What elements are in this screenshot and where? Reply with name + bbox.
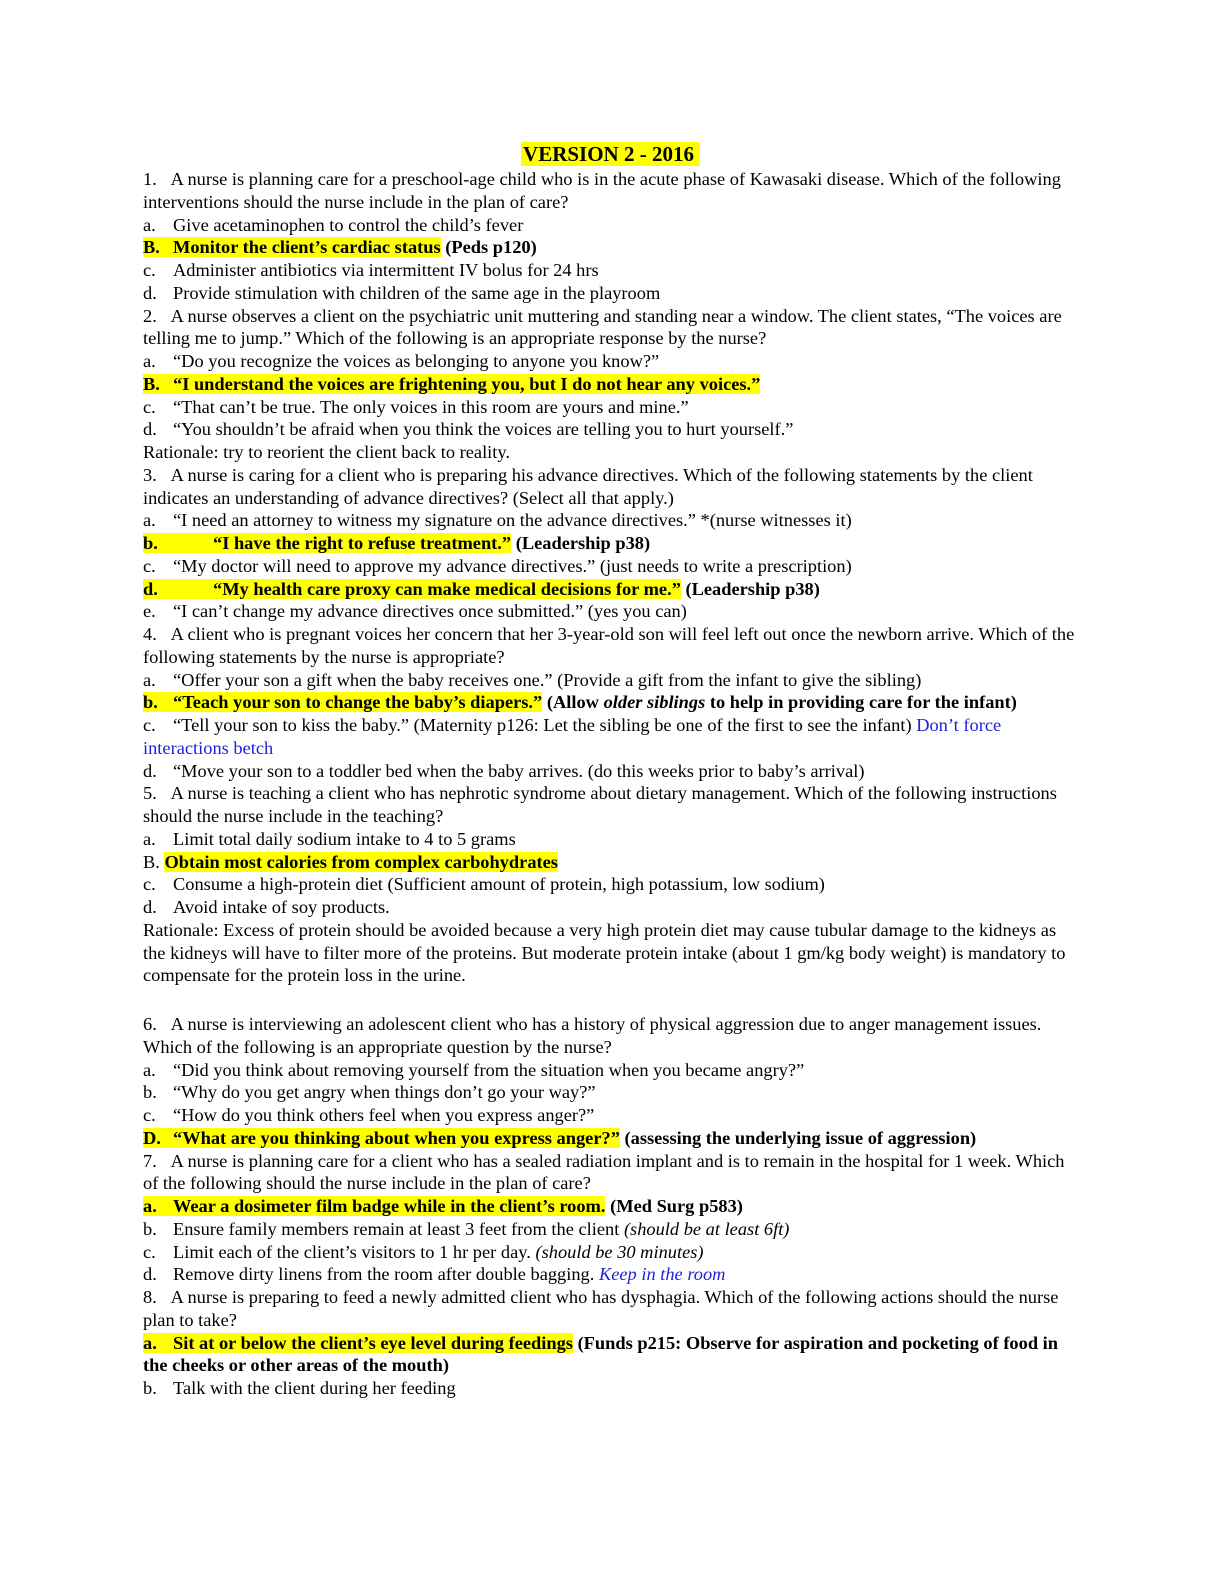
- option-text: “My doctor will need to approve my advance directives.” (just needs to write a prescription): [173, 555, 852, 576]
- option-text: Limit each of the client’s visitors to 1 hr per day.: [173, 1241, 531, 1262]
- option-text: Provide stimulation with children of the same age in the playroom: [173, 282, 661, 303]
- q1-option-a: [143, 214, 1078, 237]
- q3-option-e: [143, 600, 1078, 623]
- q3-option-b-answer: [143, 532, 1078, 555]
- q2-option-d: [143, 418, 1078, 441]
- answer-note: (Funds p215: Observe for aspiration and pocketing of food in the cheeks or other areas of the mouth): [143, 1332, 1058, 1376]
- answer-text: Monitor the client’s cardiac status: [173, 237, 441, 258]
- option-comment: (should be 30 minutes): [535, 1241, 704, 1262]
- option-label: b.: [143, 692, 158, 713]
- option-text: “Offer your son a gift when the baby receives one.” (Provide a gift from the infant to give the sibling): [173, 669, 922, 690]
- document-title: [143, 140, 1078, 168]
- q3-stem: 3. A nurse is caring for a client who is preparing his advance directives. Which of the following statements by the client indicates an understanding of advance directives? (Select all that apply.): [143, 464, 1033, 508]
- option-label: e.: [143, 601, 156, 622]
- option-label: a.: [143, 351, 156, 371]
- option-text: “Do you recognize the voices as belonging to anyone you know?”: [173, 351, 660, 371]
- option-label: c.: [143, 396, 156, 417]
- option-text: “That can’t be true. The only voices in this room are yours and mine.”: [173, 396, 689, 417]
- answer-note: (Med Surg p583): [610, 1196, 743, 1216]
- option-label: d.: [143, 419, 157, 440]
- answer-text: “Teach your son to change the baby’s diapers.”: [173, 692, 543, 713]
- answer-text: Wear a dosimeter film badge while in the client’s room.: [173, 1196, 606, 1216]
- option-text: “How do you think others feel when you express anger?”: [173, 1105, 595, 1125]
- option-label: a.: [143, 214, 156, 235]
- option-text: Administer antibiotics via intermittent IV bolus for 24 hrs: [173, 260, 599, 280]
- title-text: VERSION 2 - 2016: [521, 142, 700, 166]
- q6-option-a: [143, 1059, 1078, 1082]
- option-text: Consume a high-protein diet (Sufficient amount of protein, high potassium, low sodium): [173, 874, 825, 895]
- q6-stem: 6. A nurse is interviewing an adolescent client who has a history of physical aggression due to anger management issues. Which of the following is an appropriate question by the nurse?: [143, 1014, 1042, 1057]
- q8-option-a-answer: [143, 1332, 1078, 1378]
- option-text: “Why do you get angry when things don’t go your way?”: [173, 1082, 596, 1103]
- answer-note: (Peds p120): [445, 237, 537, 258]
- q7-option-c: [143, 1241, 1078, 1264]
- answer-text: “My health care proxy can make medical decisions for me.”: [213, 578, 681, 599]
- answer-note: (Leadership p38): [685, 578, 820, 599]
- q4-option-b-answer: [143, 691, 1078, 714]
- option-label: c.: [143, 260, 156, 280]
- option-text: “Move your son to a toddler bed when the baby arrives. (do this weeks prior to baby’s arrival): [173, 760, 865, 781]
- option-label: c.: [143, 1105, 156, 1125]
- option-text: Ensure family members remain at least 3 feet from the client: [173, 1218, 620, 1239]
- blank-line: [143, 987, 1078, 1013]
- answer-note: (assessing the underlying issue of aggression): [624, 1127, 977, 1148]
- q4-stem: 4. A client who is pregnant voices her concern that her 3-year-old son will feel left out once the newborn arrive. Which of the following statements by the nurse is appropriate?: [143, 624, 1075, 667]
- q4-option-c: [143, 714, 1078, 760]
- option-label: B.: [143, 237, 160, 258]
- option-label: d.: [143, 1264, 157, 1285]
- option-text: “Did you think about removing yourself from the situation when you became angry?”: [173, 1059, 805, 1080]
- option-label: b.: [143, 533, 158, 553]
- answer-note: to help in providing care for the infant): [709, 692, 1017, 713]
- option-label: a.: [143, 1332, 157, 1353]
- option-label: c.: [143, 1241, 156, 1262]
- option-label: b.: [143, 1378, 157, 1398]
- q7-option-d: [143, 1263, 1078, 1286]
- q4-option-d: [143, 760, 1078, 783]
- q6-option-c: [143, 1104, 1078, 1127]
- option-label: d.: [143, 578, 158, 599]
- q8-option-b: [143, 1377, 1078, 1400]
- option-label: a.: [143, 510, 156, 531]
- handwritten-comment: Keep in the room: [598, 1264, 726, 1285]
- option-comment: (should be at least 6ft): [623, 1218, 790, 1239]
- answer-note: (Leadership p38): [515, 533, 651, 553]
- option-text: Talk with the client during her feeding: [173, 1378, 456, 1398]
- answer-text: “I have the right to refuse treatment.”: [213, 533, 512, 553]
- q2-rationale: Rationale: try to reorient the client back to reality.: [143, 442, 510, 462]
- q5-stem: 5. A nurse is teaching a client who has nephrotic syndrome about dietary management. Which of the following instructions should the nurse include in the teaching?: [143, 783, 1057, 826]
- q3-option-c: [143, 555, 1078, 578]
- option-label: c.: [143, 715, 156, 735]
- answer-note-emphasis: older siblings: [603, 692, 706, 713]
- option-label: c.: [143, 874, 156, 895]
- answer-text: Sit at or below the client’s eye level during feedings: [173, 1332, 573, 1353]
- q7-option-a-answer: [143, 1195, 1078, 1218]
- option-text: Avoid intake of soy products.: [173, 897, 390, 917]
- q5-option-c: [143, 873, 1078, 896]
- q8-stem: 8. A nurse is preparing to feed a newly admitted client who has dysphagia. Which of the following actions should the nurse plan to take?: [143, 1287, 1059, 1330]
- q5-rationale: Rationale: Excess of protein should be avoided because a very high protein diet may cause tubular damage to the kidneys as the kidneys will have to filter more of the proteins. But moderate protein intake (about 1 gm/kg body weight) is mandatory to compensate for the protein loss in the urine.: [143, 919, 1066, 986]
- option-text: Remove dirty linens from the room after double bagging.: [173, 1264, 595, 1285]
- option-label: d.: [143, 282, 157, 303]
- option-label: b.: [143, 1218, 157, 1239]
- q7-option-b: [143, 1218, 1078, 1241]
- option-label: D.: [143, 1127, 161, 1148]
- option-label: a.: [143, 1196, 157, 1216]
- q1-option-b-answer: [143, 236, 1078, 259]
- option-label: c.: [143, 555, 156, 576]
- q2-option-a: [143, 350, 1078, 373]
- option-label: b.: [143, 1082, 157, 1103]
- answer-text: “I understand the voices are frightening you, but I do not hear any voices.”: [173, 373, 761, 394]
- answer-note: (Allow: [546, 692, 599, 713]
- option-text: “I need an attorney to witness my signature on the advance directives.” *(nurse witnesses it): [173, 510, 852, 531]
- q6-option-d-answer: [143, 1127, 1078, 1150]
- document-page: [143, 140, 1078, 1400]
- option-text: Give acetaminophen to control the child’s fever: [173, 214, 524, 235]
- option-label: a.: [143, 669, 156, 690]
- option-text: “Tell your son to kiss the baby.” (Maternity p126: Let the sibling be one of the first to see the infant): [173, 715, 912, 735]
- option-label: B.: [143, 373, 160, 394]
- option-text: “I can’t change my advance directives once submitted.” (yes you can): [173, 601, 687, 622]
- q1-option-c: [143, 259, 1078, 282]
- q7-stem: 7. A nurse is planning care for a client who has a sealed radiation implant and is to remain in the hospital for 1 week. Which of the following should the nurse include in the plan of care?: [143, 1150, 1065, 1194]
- q3-option-d-answer: [143, 578, 1078, 601]
- q4-option-a: [143, 669, 1078, 692]
- option-label: a.: [143, 1059, 156, 1080]
- option-label: d.: [143, 897, 157, 917]
- answer-text: “What are you thinking about when you express anger?”: [173, 1127, 620, 1148]
- option-label: a.: [143, 828, 156, 849]
- q1-option-d: [143, 282, 1078, 305]
- q1-stem: 1. A nurse is planning care for a preschool-age child who is in the acute phase of Kawasaki disease. Which of the following interventions should the nurse include in the plan of care?: [143, 169, 1061, 212]
- option-text: “You shouldn’t be afraid when you think the voices are telling you to hurt yourself.”: [173, 419, 794, 440]
- option-label: d.: [143, 760, 157, 781]
- q6-option-b: [143, 1081, 1078, 1104]
- answer-text: Obtain most calories from complex carbohydrates: [164, 851, 558, 872]
- handwritten-comment: Don’t force interactions betch: [143, 715, 1002, 758]
- q2-stem: 2. A nurse observes a client on the psychiatric unit muttering and standing near a window. The client states, “The voices are telling me to jump.” Which of the following is an appropriate response by the nurse?: [143, 305, 1062, 349]
- q2-option-b-answer: [143, 373, 1078, 396]
- q5-option-d: [143, 896, 1078, 919]
- q5-option-b-answer: [143, 851, 1078, 874]
- q2-option-c: [143, 396, 1078, 419]
- option-label: B.: [143, 851, 160, 872]
- q3-option-a: [143, 509, 1078, 532]
- option-text: Limit total daily sodium intake to 4 to 5 grams: [173, 828, 516, 849]
- q5-option-a: [143, 828, 1078, 851]
